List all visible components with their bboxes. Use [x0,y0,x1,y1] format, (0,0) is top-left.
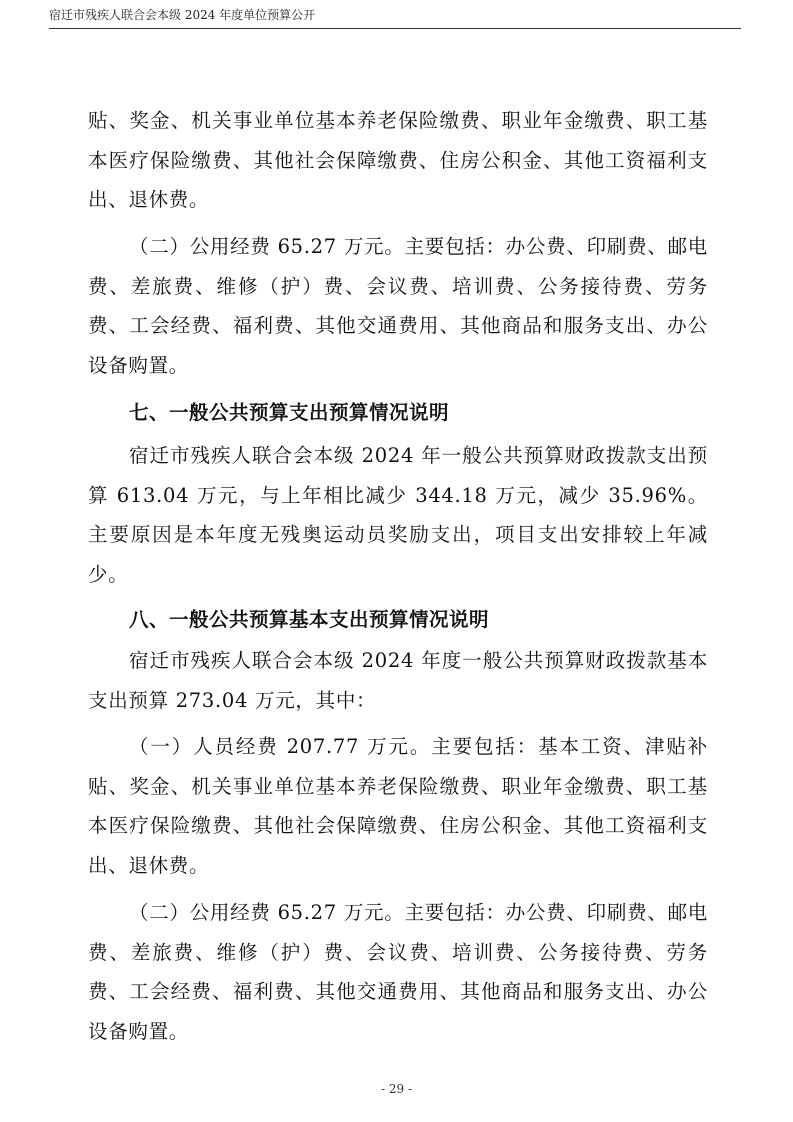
running-header [49,0,741,29]
basic-budget-paragraph: 宿迁市残疾人联合会本级 2024 年度一般公共预算财政拨款基本支出预算 273.04 万元，其中： [88,649,708,712]
page-number: - 29 - [380,1082,412,1096]
public-expenses-paragraph: （二）公用经费 65.27 万元。主要包括：办公费、印刷费、邮电费、差旅费、维修（护）费、会议费、培训费、公务接待费、劳务费、工会经费、福利费、其他交通费用、其他商品和服务支出、办公设备购置。 [88,235,708,377]
section-heading-8: 八、一般公共预算基本支出预算情况说明 [129,608,490,631]
personnel-expenses-paragraph: （一）人员经费 207.77 万元。主要包括：基本工资、津贴补贴、奖金、机关事业单位基本养老保险缴费、职业年金缴费、职工基本医疗保险缴费、其他社会保障缴费、住房公积金、其他工资福利支出、退休费。 [88,735,708,877]
continued-paragraph: 贴、奖金、机关事业单位基本养老保险缴费、职业年金缴费、职工基本医疗保险缴费、其他社会保障缴费、住房公积金、其他工资福利支出、退休费。 [88,109,708,212]
header-title: 宿迁市残疾人联合会本级 2024 年度单位预算公开 [49,8,316,22]
general-budget-paragraph: 宿迁市残疾人联合会本级 2024 年一般公共预算财政拨款支出预算 613.04 万元，与上年相比减少 344.18 万元，减少 35.96%。主要原因是本年度无残奥运动员奖励支出，项目支出安排较上年减少。 [88,444,708,586]
public-expenses-paragraph-2: （二）公用经费 65.27 万元。主要包括：办公费、印刷费、邮电费、差旅费、维修（护）费、会议费、培训费、公务接待费、劳务费、工会经费、福利费、其他交通费用、其他商品和服务支出、办公设备购置。 [88,901,708,1043]
section-heading-7: 七、一般公共预算支出预算情况说明 [129,401,450,424]
